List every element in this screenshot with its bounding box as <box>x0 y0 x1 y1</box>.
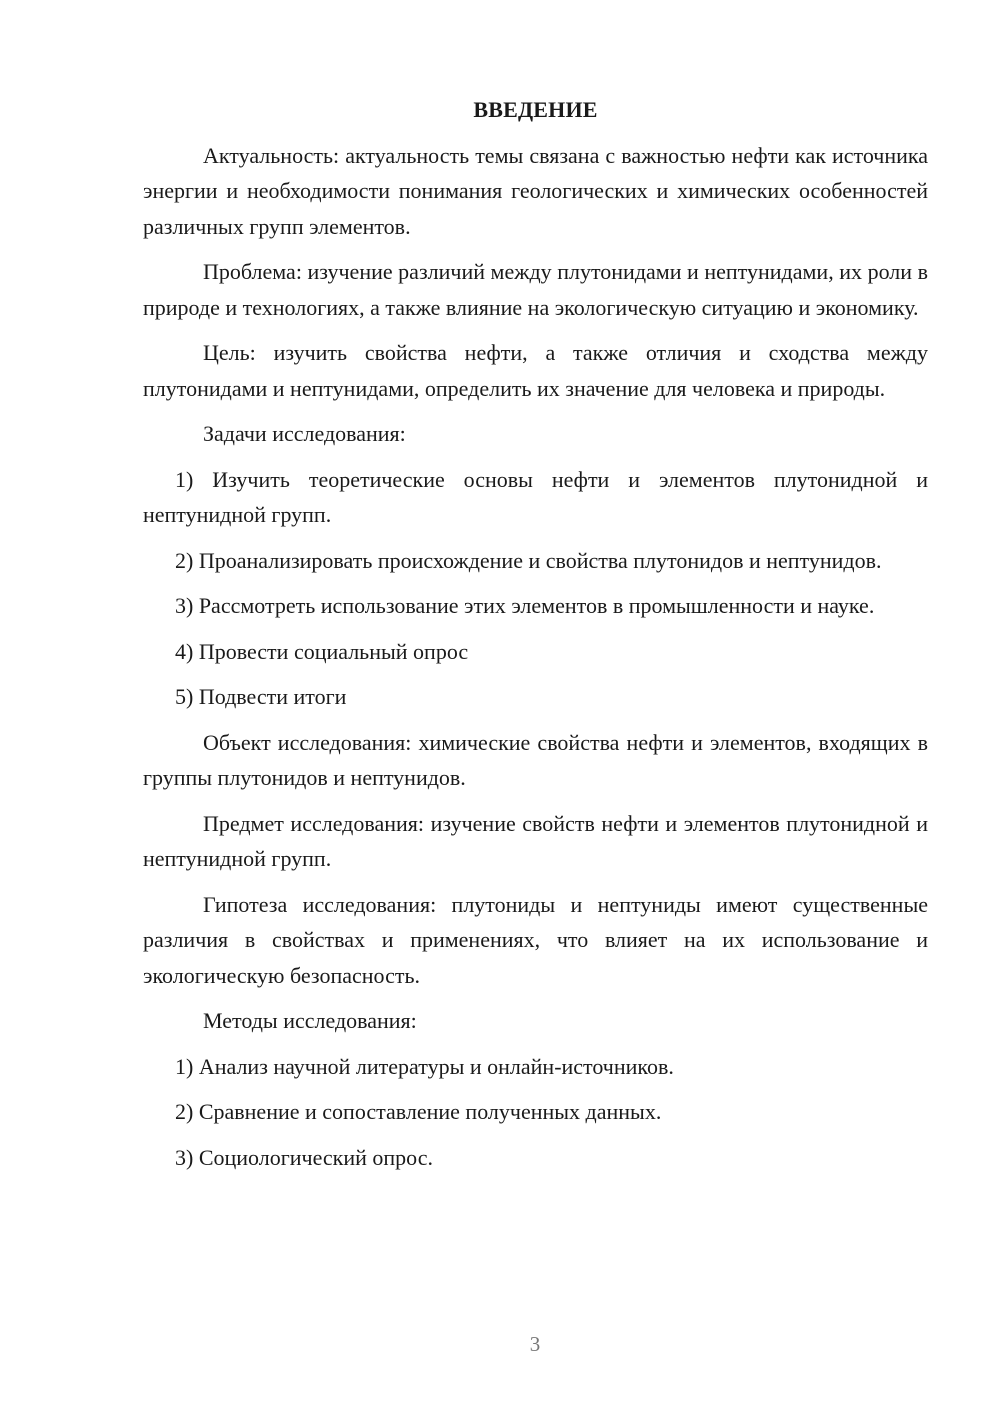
paragraph-object: Объект исследования: химические свойства нефти и элементов, входящих в группы плутонидов и нептунидов. <box>143 729 928 790</box>
list-item: 4) Провести социальный опрос <box>175 638 469 664</box>
section-title: ВВЕДЕНИЕ <box>473 97 598 122</box>
list-item: 5) Подвести итоги <box>175 684 347 709</box>
list-item: 1) Изучить теоретические основы нефти и элементов плутонидной и нептунидной групп. <box>143 466 928 527</box>
list-item: 1) Анализ научной литературы и онлайн-источников. <box>175 1053 674 1079</box>
paragraph-hypothesis: Гипотеза исследования: плутониды и нептуниды имеют существенные различия в свойствах и применениях, что влияет на их использование и экологическую безопасность. <box>143 891 928 988</box>
paragraph-goal: Цель: изучить свойства нефти, а также отличия и сходства между плутонидами и нептунидами, определить их значение для человека и природы. <box>143 340 928 401</box>
paragraph-problem: Проблема: изучение различий между плутонидами и нептунидами, их роли в природе и технологиях, а также влияние на экологическую ситуацию и экономику. <box>143 259 928 320</box>
list-item: 2) Сравнение и сопоставление полученных данных. <box>175 1099 662 1124</box>
paragraph-methods-heading: Методы исследования: <box>203 1008 417 1033</box>
document-page <box>143 92 928 1185</box>
page-number: 3 <box>529 1332 541 1356</box>
list-item: 3) Рассмотреть использование этих элементов в промышленности и науке. <box>175 593 875 618</box>
list-item: 3) Социологический опрос. <box>175 1144 433 1170</box>
paragraph-tasks-heading: Задачи исследования: <box>203 421 406 446</box>
list-item: 2) Проанализировать происхождение и свойства плутонидов и нептунидов. <box>175 547 882 573</box>
paragraph-subject: Предмет исследования: изучение свойств нефти и элементов плутонидной и нептунидной групп. <box>143 810 928 871</box>
paragraph-relevance: Актуальность: актуальность темы связана с важностью нефти как источника энергии и необходимости понимания геологических и химических особенностей различных групп элементов. <box>143 142 928 239</box>
